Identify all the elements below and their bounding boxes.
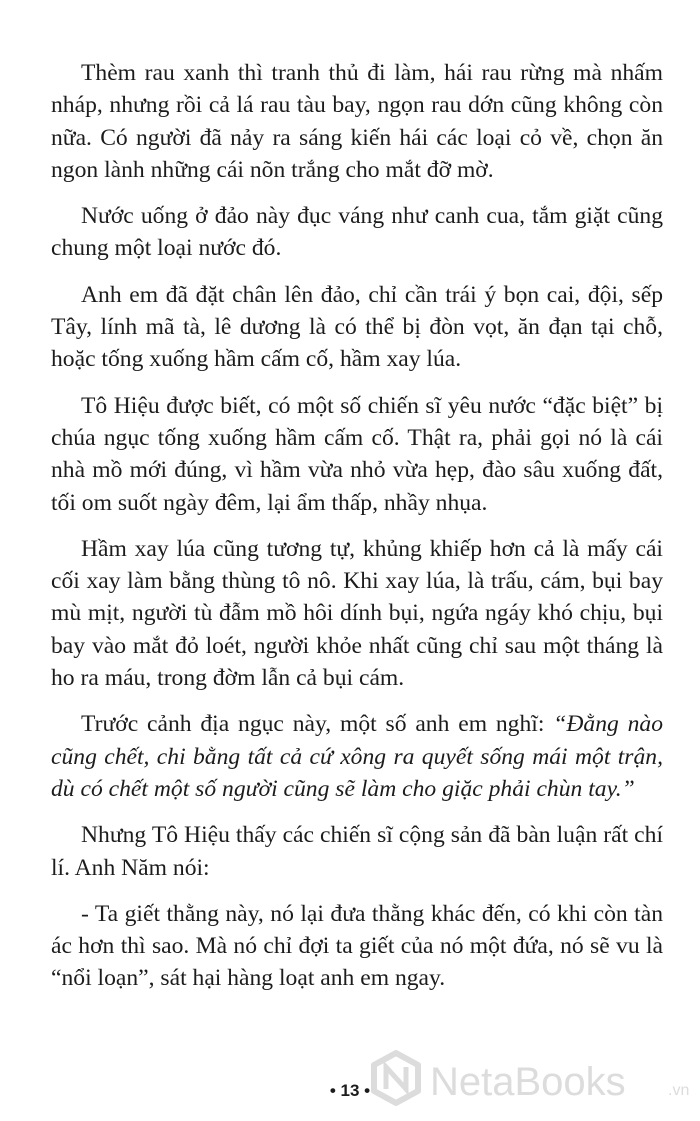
paragraph-1-text: Thèm rau xanh thì tranh thủ đi làm, hái rau rừng mà nhấm nháp, nhưng rồi cả lá rau tàu bay, ngọn rau dớn cũng không còn nữa. Có người đã nảy ra sáng kiến hái các loại cỏ về, chọn ăn ngon lành những cái nõn trắng cho mắt đỡ mờ. — [51, 60, 663, 183]
paragraph-1 — [51, 57, 663, 186]
watermark-brand-text: NetaBooks — [430, 1060, 626, 1104]
paragraph-6-text: Trước cảnh địa ngục này, một số anh em nghĩ: — [81, 711, 554, 738]
paragraph-4 — [51, 390, 663, 519]
paragraph-2 — [51, 200, 663, 265]
paragraph-8-text: - Ta giết thằng này, nó lại đưa thằng khác đến, có khi còn tàn ác hơn thì sao. Mà nó chỉ đợi ta giết của nó một đứa, nó sẽ vu là “nổi loạn”, sát hại hàng loạt anh em ngay. — [51, 900, 663, 992]
page-number: • 13 • — [329, 1081, 371, 1100]
watermark-suffix-text: .vn — [668, 1082, 690, 1099]
body-text — [51, 57, 663, 995]
paragraph-5 — [51, 533, 663, 694]
paragraph-2-text: Nước uống ở đảo này đục váng như canh cua, tắm giặt cũng chung một loại nước đó. — [51, 203, 663, 262]
paragraph-8 — [51, 898, 663, 995]
paragraph-4-text: Tô Hiệu được biết, có một số chiến sĩ yêu nước “đặc biệt” bị chúa ngục tống xuống hầm cấm cố. Thật ra, phải gọi nó là cái nhà mồ mới đúng, vì hầm vừa nhỏ vừa hẹp, đào sâu xuống đất, tối om suốt ngày đêm, lại ẩm thấp, nhầy nhụa. — [51, 392, 663, 516]
paragraph-6 — [51, 708, 663, 805]
netabooks-logo-icon — [368, 1045, 698, 1115]
paragraph-6-quote: “Đằng nào cũng chết, chi bằng tất cả cứ xông ra quyết sống mái một trận, dù có chết một số người cũng sẽ làm cho giặc phải chùn tay.” — [51, 711, 664, 802]
paragraph-5-text: Hầm xay lúa cũng tương tự, khủng khiếp hơn cả là mấy cái cối xay làm bằng thùng tô nô. Khi xay lúa, là trấu, cám, bụi bay mù mịt, người tù đẫm mồ hôi dính bụi, ngứa ngáy khó chịu, bụi bay vào mắt đỏ loét, người khỏe nhất cũng chỉ sau một tháng là ho ra máu, trong đờm lẫn cả bụi cám. — [51, 535, 663, 692]
paragraph-7 — [51, 819, 663, 884]
paragraph-7-text: Nhưng Tô Hiệu thấy các chiến sĩ cộng sản đã bàn luận rất chí lí. Anh Năm nói: — [51, 822, 663, 881]
netabooks-watermark — [368, 1045, 698, 1115]
paragraph-3-text: Anh em đã đặt chân lên đảo, chỉ cần trái ý bọn cai, đội, sếp Tây, lính mã tà, lê dương là có thể bị đòn vọt, ăn đạn tại chỗ, hoặc tống xuống hầm cấm cố, hầm xay lúa. — [51, 281, 663, 373]
paragraph-3 — [51, 279, 663, 376]
